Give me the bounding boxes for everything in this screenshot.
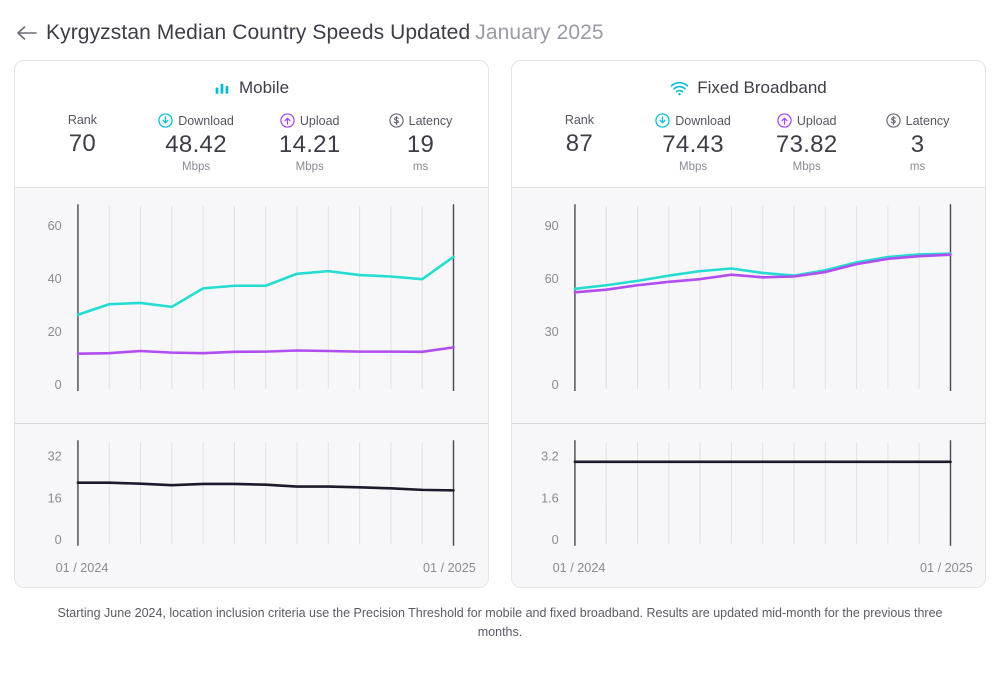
page-title xyxy=(46,21,604,45)
svg-text:0: 0 xyxy=(551,533,559,548)
stat-rank xyxy=(544,113,614,160)
chart-fixed-speed-svg xyxy=(512,188,985,423)
stat-latency-label xyxy=(386,113,456,128)
chart-fixed-latency-svg xyxy=(512,424,985,586)
stat-download-unit: Mbps xyxy=(679,161,708,173)
stat-upload-label xyxy=(275,113,345,128)
stat-upload-label-text: Upload xyxy=(796,113,837,128)
stat-rank-label: Rank xyxy=(67,113,98,127)
chart-fixed-speed xyxy=(512,187,985,423)
stat-download xyxy=(655,113,731,173)
chart-mobile-latency xyxy=(15,423,488,586)
bar-chart-icon xyxy=(214,80,231,97)
svg-text:40: 40 xyxy=(47,272,62,287)
stat-download-value: 48.42 xyxy=(165,131,227,158)
stat-latency-label xyxy=(883,113,953,128)
svg-text:0: 0 xyxy=(54,377,62,392)
download-icon xyxy=(655,113,670,128)
latency-icon xyxy=(389,113,404,128)
svg-text:0: 0 xyxy=(54,533,62,548)
stat-rank xyxy=(47,113,117,160)
page-title-main: Kyrgyzstan Median Country Speeds Updated xyxy=(46,21,471,44)
svg-text:1.6: 1.6 xyxy=(541,491,559,506)
stat-upload-unit: Mbps xyxy=(295,161,324,173)
svg-text:16: 16 xyxy=(47,491,62,506)
svg-text:60: 60 xyxy=(544,272,559,287)
stat-latency-label-text: Latency xyxy=(905,113,950,128)
stat-rank-value: 87 xyxy=(565,130,594,157)
svg-text:90: 90 xyxy=(544,219,559,234)
card-fixed-title-text: Fixed Broadband xyxy=(697,78,827,97)
chart-fixed-latency xyxy=(512,423,985,586)
stat-upload-value: 14.21 xyxy=(278,131,341,158)
card-mobile-title-text: Mobile xyxy=(238,78,290,97)
stat-download-label xyxy=(655,113,731,128)
stat-download-label xyxy=(158,113,234,128)
cards-container xyxy=(0,60,1000,588)
svg-text:01 / 2024: 01 / 2024 xyxy=(552,561,606,576)
svg-text:32: 32 xyxy=(47,450,62,465)
arrow-left-icon[interactable] xyxy=(14,20,40,46)
stat-upload-label xyxy=(772,113,842,128)
stat-rank-label: Rank xyxy=(564,113,595,127)
latency-icon xyxy=(886,113,901,128)
stat-latency-label-text: Latency xyxy=(408,113,453,128)
download-icon xyxy=(158,113,173,128)
stat-upload-unit: Mbps xyxy=(792,161,821,173)
page-header xyxy=(0,0,1000,60)
stat-upload-value: 73.82 xyxy=(775,131,838,158)
stat-download-value: 74.43 xyxy=(662,131,724,158)
card-fixed-broadband xyxy=(511,60,986,588)
stat-upload-label-text: Upload xyxy=(299,113,340,128)
svg-text:20: 20 xyxy=(47,325,62,340)
card-mobile xyxy=(14,60,489,588)
page-title-date: January 2025 xyxy=(475,21,604,44)
chart-mobile-latency-svg xyxy=(15,424,488,586)
svg-text:01 / 2025: 01 / 2025 xyxy=(422,561,476,576)
stat-rank-value: 70 xyxy=(68,130,97,157)
stat-download xyxy=(158,113,234,173)
card-mobile-title xyxy=(15,61,488,111)
stat-latency xyxy=(386,113,456,173)
stat-download-unit: Mbps xyxy=(182,161,211,173)
chart-mobile-speed xyxy=(15,187,488,423)
stat-latency-unit: ms xyxy=(412,161,429,173)
svg-text:01 / 2024: 01 / 2024 xyxy=(55,561,109,576)
svg-text:01 / 2025: 01 / 2025 xyxy=(919,561,973,576)
svg-text:3.2: 3.2 xyxy=(541,450,559,465)
footnote: Starting June 2024, location inclusion criteria use the Precision Threshold for mobile and fixed broadband. Results are updated mid-month for the previous three months. xyxy=(57,605,943,640)
chart-mobile-speed-svg xyxy=(15,188,488,423)
svg-text:0: 0 xyxy=(551,377,559,392)
upload-icon xyxy=(777,113,792,128)
stat-latency xyxy=(883,113,953,173)
svg-text:60: 60 xyxy=(47,219,62,234)
stat-latency-unit: ms xyxy=(909,161,926,173)
stat-upload xyxy=(275,113,345,173)
upload-icon xyxy=(280,113,295,128)
stat-latency-value: 3 xyxy=(910,131,925,158)
card-mobile-stats xyxy=(15,111,488,187)
stat-latency-value: 19 xyxy=(406,131,435,158)
svg-text:30: 30 xyxy=(544,325,559,340)
card-fixed-title xyxy=(512,61,985,111)
stat-download-label-text: Download xyxy=(178,113,234,128)
stat-upload xyxy=(772,113,842,173)
card-fixed-stats xyxy=(512,111,985,187)
wifi-icon xyxy=(670,80,689,97)
stat-download-label-text: Download xyxy=(675,113,731,128)
